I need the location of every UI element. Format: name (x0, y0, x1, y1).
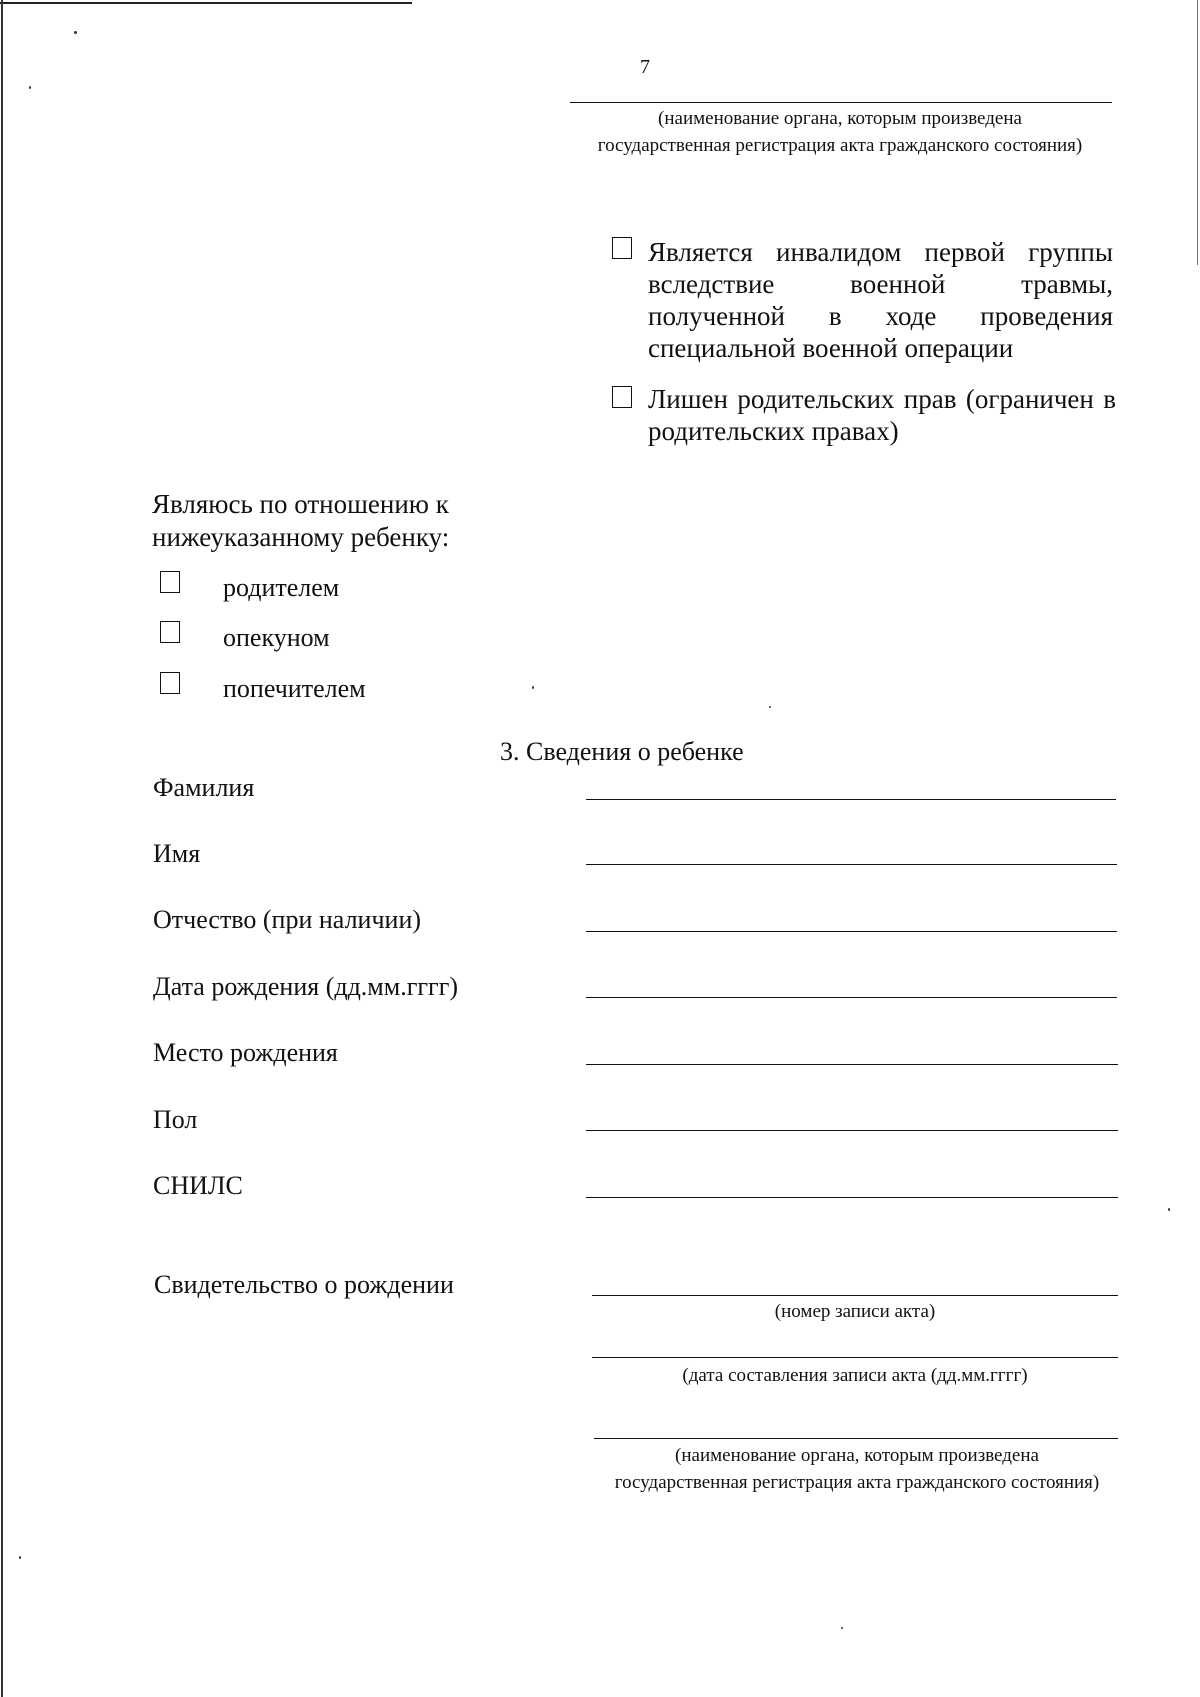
relation-guardian-checkbox[interactable] (160, 621, 180, 643)
birth-place-field[interactable] (586, 1064, 1118, 1065)
scan-edge-right (1197, 0, 1198, 265)
record-date-caption: (дата составления записи акта (дд.мм.гггг) (682, 1365, 1028, 1386)
authority-field[interactable] (594, 1438, 1118, 1439)
deprived-rights-label: Лишен родительских прав (ограничен в родительских правах) (648, 384, 1116, 446)
snils-label: СНИЛС (153, 1171, 243, 1200)
authority-caption: (наименование органа, которым произведена государственная регистрация акта гражданского состояния) (614, 1445, 1100, 1493)
scan-edge-top (0, 2, 412, 4)
relation-custodian-label: попечителем (223, 674, 366, 703)
disabled-first-group-checkbox[interactable] (612, 237, 632, 259)
relation-parent-checkbox[interactable] (160, 571, 180, 593)
relation-parent-label: родителем (223, 573, 340, 602)
sex-label: Пол (153, 1105, 198, 1134)
scan-speck (769, 706, 771, 708)
scan-speck (29, 86, 31, 89)
scan-speck (841, 1627, 843, 1629)
first-name-label: Имя (153, 839, 201, 868)
surname-field[interactable] (586, 799, 1116, 800)
patronymic-field[interactable] (586, 931, 1117, 932)
birth-certificate-label: Свидетельство о рождении (154, 1270, 454, 1299)
patronymic-label: Отчество (при наличии) (153, 905, 422, 934)
relation-custodian-checkbox[interactable] (160, 672, 180, 694)
relation-intro: Являюсь по отношению к нижеуказанному ребенку: (152, 489, 450, 552)
record-number-field[interactable] (592, 1295, 1118, 1296)
scan-speck (532, 686, 534, 689)
scan-speck (1168, 1208, 1170, 1211)
scan-speck (74, 31, 77, 34)
record-number-caption: (номер записи акта) (774, 1301, 936, 1322)
authority-line-top[interactable] (570, 102, 1112, 103)
page-number: 7 (640, 56, 650, 78)
birth-date-field[interactable] (586, 997, 1117, 998)
sex-field[interactable] (586, 1130, 1118, 1131)
scan-edge-left (1, 0, 3, 1697)
snils-field[interactable] (586, 1197, 1118, 1198)
disabled-first-group-label: Является инвалидом первой группы вследствие военной травмы, полученной в ходе проведения специальной военной операции (648, 237, 1113, 363)
surname-label: Фамилия (153, 773, 255, 802)
scan-speck (19, 1556, 21, 1559)
birth-place-label: Место рождения (153, 1038, 338, 1067)
relation-guardian-label: опекуном (223, 623, 330, 652)
birth-date-label: Дата рождения (дд.мм.гггг) (153, 972, 459, 1001)
section-3-heading: 3. Сведения о ребенке (500, 737, 744, 766)
record-date-field[interactable] (592, 1357, 1118, 1358)
deprived-rights-checkbox[interactable] (612, 386, 632, 408)
authority-caption-top: (наименование органа, которым произведена государственная регистрация акта гражданского состояния) (597, 108, 1083, 156)
first-name-field[interactable] (586, 864, 1117, 865)
